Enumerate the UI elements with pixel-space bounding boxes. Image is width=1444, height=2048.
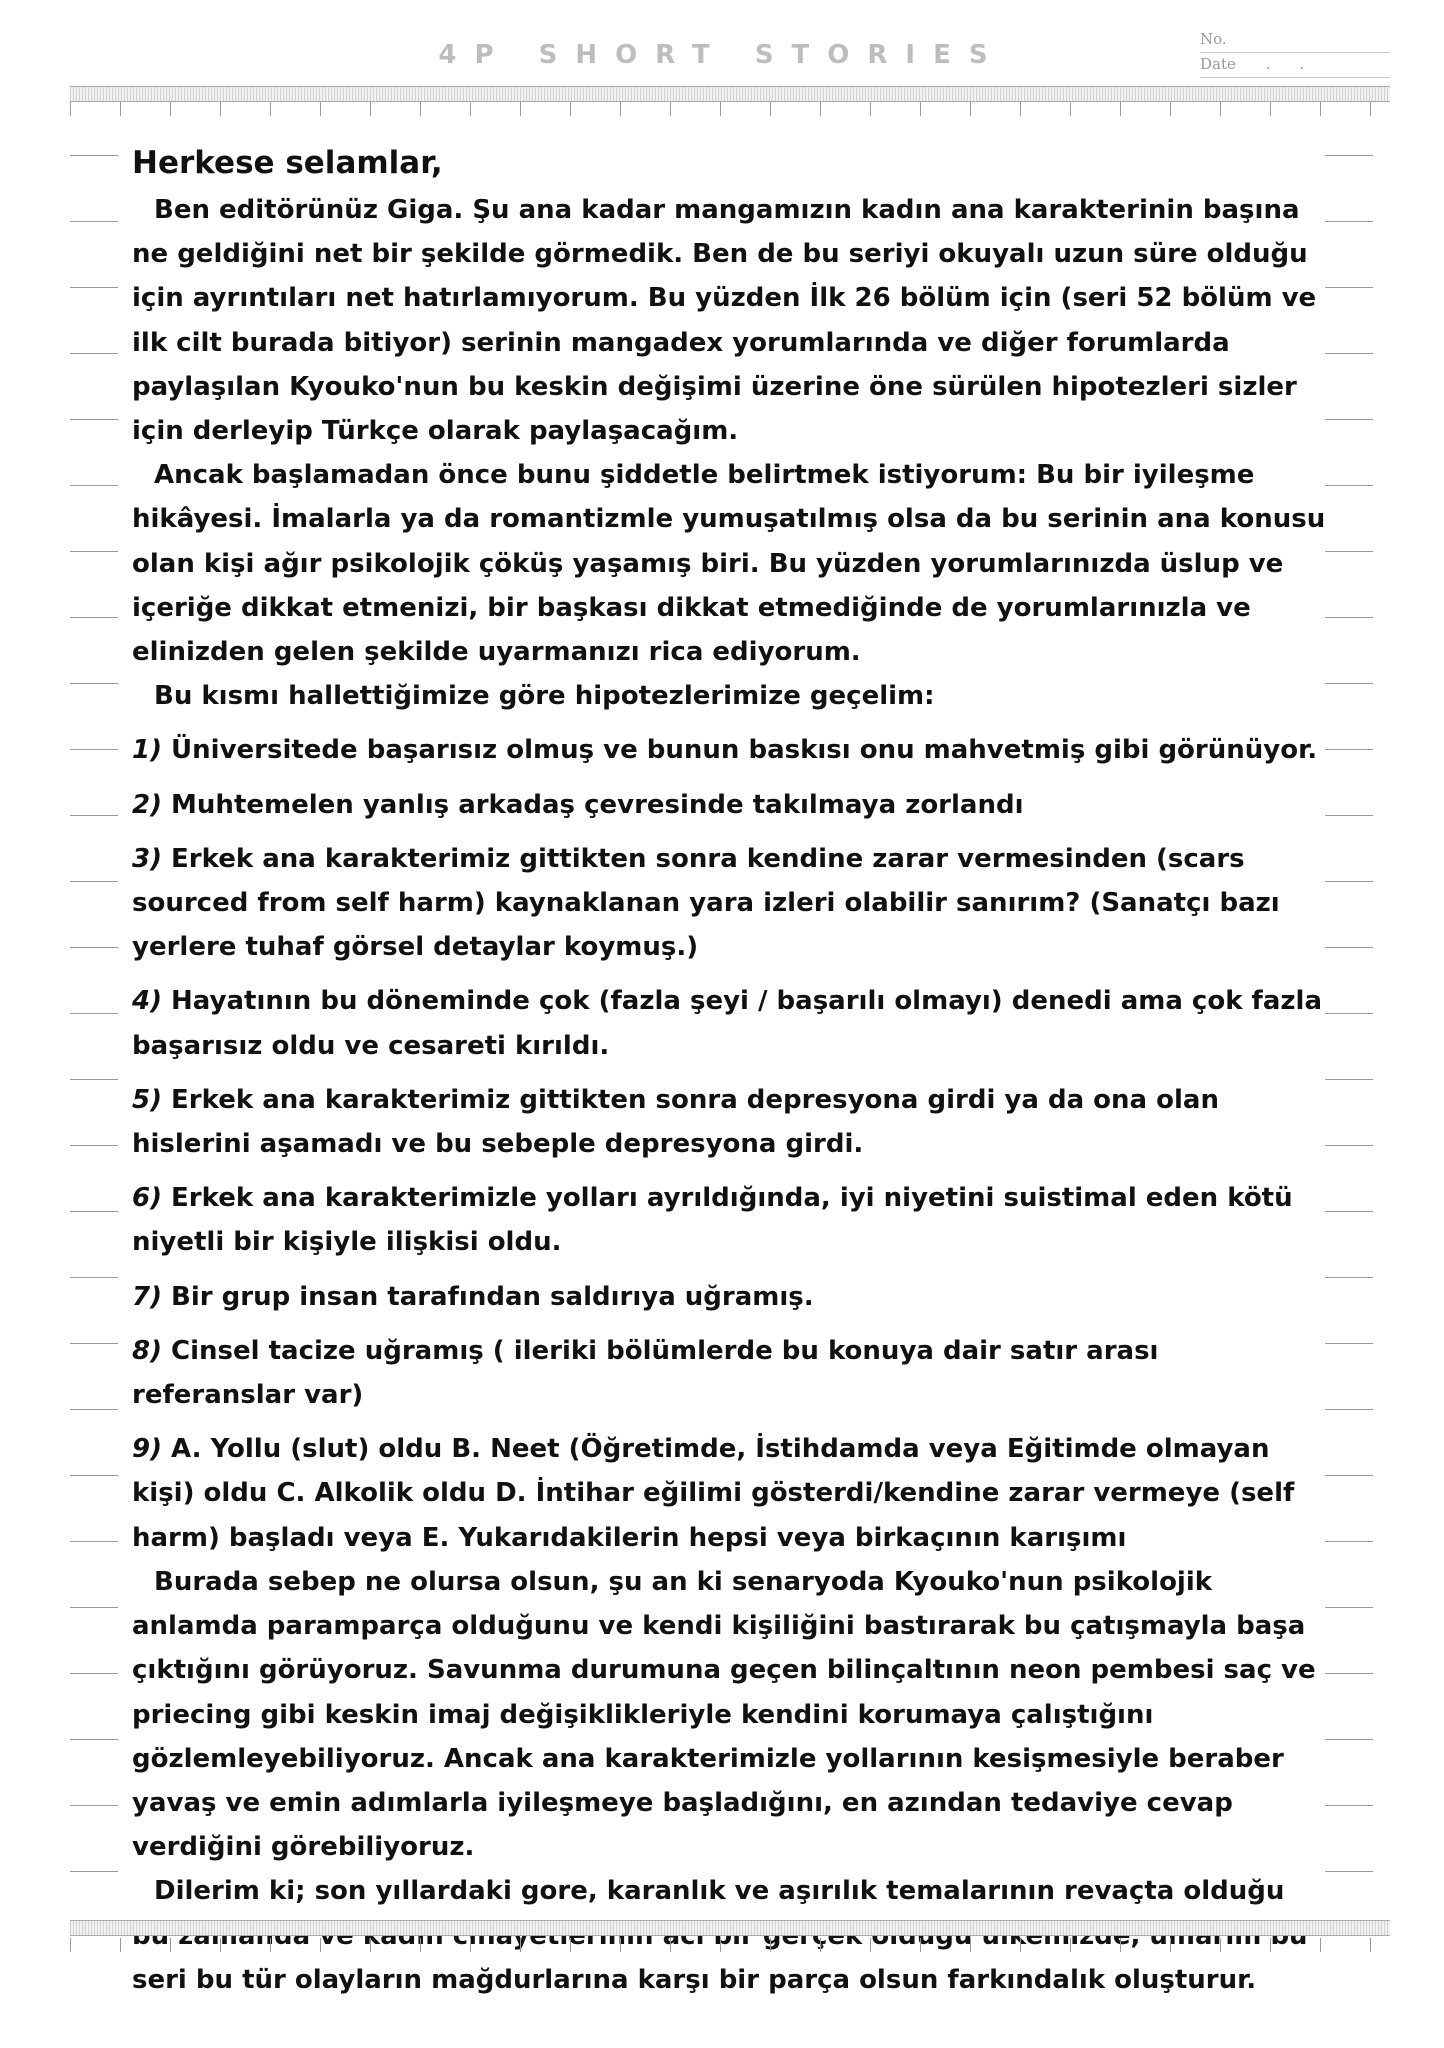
hypothesis-item: [132, 1427, 1327, 1560]
hypothesis-item: [132, 837, 1327, 970]
hypothesis-number: 6): [132, 1183, 162, 1214]
margin-rule: [1325, 1013, 1373, 1014]
left-margin-lines: [70, 120, 130, 1920]
margin-rule: [70, 749, 118, 750]
hypothesis-text: Erkek ana karakterimizle yolları ayrıldığında, iyi niyetini suistimal eden kötü niyetli bir kişiyle ilişkisi oldu.: [132, 1183, 1293, 1258]
margin-rule: [70, 353, 118, 354]
margin-rule: [70, 617, 118, 618]
no-field: [1200, 28, 1390, 53]
margin-rule: [70, 683, 118, 684]
hypothesis-number: 1): [132, 735, 162, 766]
margin-rule: [70, 1277, 118, 1278]
hypothesis-number: 8): [132, 1335, 162, 1366]
right-margin-lines: [1325, 120, 1385, 1920]
hypothesis-item: [132, 1078, 1327, 1166]
hypothesis-text: Muhtemelen yanlış arkadaş çevresinde takılmaya zorlandı: [171, 789, 1024, 820]
bottom-ruler-ticks: [70, 1938, 1390, 1952]
analysis-paragraph: Burada sebep ne olursa olsun, şu an ki senaryoda Kyouko'nun psikolojik anlamda paramparça olduğunu ve kendi kişiliğini bastırarak bu çatışmayla başa çıktığını görüyoruz. Savunma durumuna geçen bilinçaltının neon pembesi saç ve priecing gibi keskin imaj değişiklikleriyle kendini korumaya çalıştığını gözlemleyebiliyoruz. Ancak ana karakterimizle yollarının kesişmesiyle beraber yavaş ve emin adımlarla iyileşmeye başladığını, en azından tedaviye cevap verdiğini görebiliyoruz.: [132, 1566, 1316, 1863]
margin-rule: [1325, 1739, 1373, 1740]
margin-rule: [1325, 485, 1373, 486]
margin-rule: [1325, 419, 1373, 420]
bottom-border-band: [70, 1920, 1390, 1936]
closing-paragraph: Dilerim ki; son yıllardaki gore, karanlık ve aşırılık temalarının revaçta olduğu seri bu tür olayların mağdurlarına karşı bir parça olsun farkındalık oluşturur.: [132, 1876, 1285, 1995]
margin-rule: [1325, 947, 1373, 948]
margin-rule: [1325, 1805, 1373, 1806]
hypothesis-text: A. Yollu (slut) oldu B. Neet (Öğretimde, İstihdamda veya Eğitimde olmayan kişi) oldu C. Alkolik oldu D. İntihar eğilimi gösterdi/kendine zarar vermeye (self harm) başladı veya E. Yukarıdakilerin hepsi veya birkaçının karışımı: [132, 1434, 1295, 1553]
margin-rule: [1325, 1673, 1373, 1674]
margin-rule: [1325, 287, 1373, 288]
margin-rule: [1325, 1409, 1373, 1410]
intro-paragraph: Ben editörünüz Giga. Şu ana kadar mangamızın kadın ana karakterinin başına ne geldiğini net bir şekilde görmedik. Ben de bu seriyi okuyalı uzun süre olduğu için ayrıntıları net hatırlamıyorum. Bu yüzden İlk 26 bölüm için (seri 52 bölüm ve ilk cilt burada bitiyor) serinin mangadex yorumlarında ve diğer forumlarda paylaşılan Kyouko'nun bu keskin değişimi üzerine öne sürülen hipotezleri sizler için derleyip Türkçe olarak paylaşacağım.: [132, 195, 1317, 447]
margin-rule: [1325, 1541, 1373, 1542]
margin-rule: [1325, 1475, 1373, 1476]
margin-rule: [70, 1739, 118, 1740]
warning-paragraph: Ancak başlamadan önce bunu şiddetle belirtmek istiyorum: Bu bir iyileşme hikâyesi. İmalarla ya da romantizmle yumuşatılmış olsa da bu serinin ana konusu olan kişi ağır psikolojik çöküş yaşamış biri. Bu yüzden yorumlarınızda üslup ve içeriğe dikkat etmenizi, bir başkası dikkat etmediğinde de yorumlarınızla ve elinizden gelen şekilde uyarmanızı rica ediyorum.: [132, 460, 1326, 668]
margin-rule: [1325, 1343, 1373, 1344]
margin-rule: [70, 155, 118, 156]
hypothesis-item: [132, 979, 1327, 1067]
no-date-box: [1200, 28, 1390, 78]
hypothesis-text: Hayatının bu döneminde çok (fazla şeyi / başarılı olmayı) denedi ama çok fazla başarısız oldu ve cesareti kırıldı.: [132, 986, 1322, 1061]
margin-rule: [1325, 353, 1373, 354]
margin-rule: [1325, 815, 1373, 816]
margin-rule: [70, 1145, 118, 1146]
margin-rule: [1325, 749, 1373, 750]
margin-rule: [70, 287, 118, 288]
margin-rule: [70, 1409, 118, 1410]
top-ruler-ticks: [70, 102, 1390, 116]
hypothesis-text: Erkek ana karakterimiz gittikten sonra kendine zarar vermesinden (scars sourced from self harm) kaynaklanan yara izleri olabilir sanırım? (Sanatçı bazı yerlere tuhaf görsel detaylar koymuş.): [132, 843, 1280, 963]
hypothesis-text: Cinsel tacize uğramış ( ileriki bölümlerde bu konuya dair satır arası referanslar var): [132, 1335, 1159, 1411]
hypothesis-number: 5): [132, 1084, 162, 1115]
hypothesis-item: [132, 1275, 1327, 1319]
page-header-title: 4P SHORT STORIES: [438, 40, 1006, 70]
margin-rule: [70, 1607, 118, 1608]
hypothesis-item: [132, 1329, 1327, 1417]
margin-rule: [1325, 881, 1373, 882]
hypothesis-number: 9): [132, 1434, 162, 1465]
margin-rule: [1325, 1211, 1373, 1212]
hypothesis-text: Erkek ana karakterimiz gittikten sonra depresyona girdi ya da ona olan hislerini aşamadı ve bu sebeple depresyona girdi.: [132, 1084, 1219, 1160]
margin-rule: [1325, 1145, 1373, 1146]
hypothesis-item: [132, 728, 1327, 772]
margin-rule: [70, 1673, 118, 1674]
transition-paragraph: Bu kısmı hallettiğimize göre hipotezlerimize geçelim:: [154, 681, 935, 712]
hypothesis-item: [132, 1176, 1327, 1264]
letter-body: [132, 138, 1327, 2002]
margin-rule: [70, 815, 118, 816]
margin-rule: [70, 881, 118, 882]
margin-rule: [1325, 683, 1373, 684]
margin-rule: [70, 485, 118, 486]
margin-rule: [70, 1343, 118, 1344]
margin-rule: [1325, 617, 1373, 618]
margin-rule: [70, 1805, 118, 1806]
margin-rule: [1325, 1607, 1373, 1608]
margin-rule: [70, 947, 118, 948]
margin-rule: [1325, 551, 1373, 552]
margin-rule: [70, 1541, 118, 1542]
margin-rule: [70, 1211, 118, 1212]
margin-rule: [1325, 1079, 1373, 1080]
hypothesis-number: 3): [132, 843, 162, 874]
margin-rule: [1325, 155, 1373, 156]
margin-rule: [70, 1013, 118, 1014]
hypothesis-number: 4): [132, 986, 162, 1017]
hypothesis-text: Üniversitede başarısız olmuş ve bunun baskısı onu mahvetmiş gibi görünüyor.: [171, 735, 1318, 766]
margin-rule: [70, 1475, 118, 1476]
margin-rule: [70, 551, 118, 552]
date-label: Date: [1200, 55, 1236, 73]
hypothesis-number: 7): [132, 1281, 162, 1312]
margin-rule: [1325, 1871, 1373, 1872]
date-dots: . .: [1265, 55, 1317, 73]
margin-rule: [1325, 1277, 1373, 1278]
hypothesis-item: [132, 783, 1327, 827]
hypothesis-number: 2): [132, 789, 162, 820]
hypothesis-text: Bir grup insan tarafından saldırıya uğramış.: [171, 1281, 814, 1312]
margin-rule: [70, 221, 118, 222]
date-field: [1200, 53, 1390, 78]
letter-greeting: Herkese selamlar,: [132, 145, 443, 181]
margin-rule: [70, 419, 118, 420]
top-border-band: [70, 86, 1390, 102]
margin-rule: [70, 1079, 118, 1080]
no-label: No.: [1200, 30, 1227, 48]
margin-rule: [70, 1871, 118, 1872]
margin-rule: [1325, 221, 1373, 222]
